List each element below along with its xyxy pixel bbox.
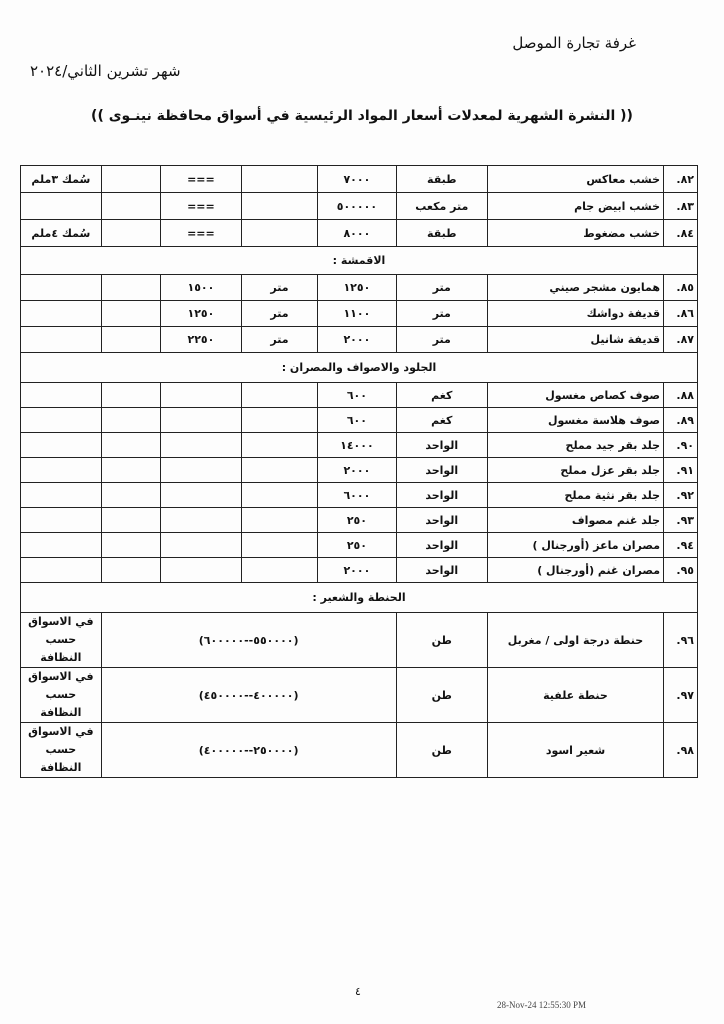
item-price: ١٢٥٠ (318, 275, 397, 301)
item-name: خشب ابيض جام (487, 193, 663, 220)
item-price: ٢٠٠٠ (318, 327, 397, 353)
item-price: ١١٠٠ (318, 301, 397, 327)
item-unit: متر (396, 275, 487, 301)
item-col6: ١٥٠٠ (161, 275, 242, 301)
item-price: ٦٠٠ (318, 383, 397, 408)
item-name: حنطة درجة اولى / مغربل (487, 613, 663, 668)
item-note: سُمك ٣ملم (21, 166, 102, 193)
note-line-1: في الاسواق (28, 670, 94, 683)
item-name: حنطة علفية (487, 668, 663, 723)
note-line-2: حسب النظافة (40, 688, 82, 719)
item-unit: الواحد (396, 433, 487, 458)
note-line-2: حسب النظافة (40, 743, 82, 774)
table-row (21, 483, 698, 508)
section-title: الاقمشة : (21, 247, 698, 275)
item-number: ٩٧. (664, 668, 698, 723)
item-name: جلد غنم مصواف (487, 508, 663, 533)
item-number: ٩٠. (664, 433, 698, 458)
item-col7 (101, 220, 160, 247)
table-row (21, 533, 698, 558)
item-price: ١٤٠٠٠ (318, 433, 397, 458)
item-unit: طن (396, 723, 487, 778)
item-col5 (241, 193, 317, 220)
item-col6: === (161, 166, 242, 193)
item-col7 (101, 327, 160, 353)
item-unit: متر (396, 301, 487, 327)
item-price-range: (٥٥٠٠٠٠--٦٠٠٠٠٠) (101, 613, 396, 668)
table-row (21, 220, 698, 247)
item-number: ٨٧. (664, 327, 698, 353)
item-note (21, 327, 102, 353)
item-name: شعير اسود (487, 723, 663, 778)
table-row (21, 508, 698, 533)
item-col5: متر (241, 327, 317, 353)
item-col7 (101, 166, 160, 193)
note-line-1: في الاسواق (28, 725, 94, 738)
item-unit: الواحد (396, 483, 487, 508)
item-price: ٧٠٠٠ (318, 166, 397, 193)
item-unit: كغم (396, 383, 487, 408)
item-note (21, 275, 102, 301)
section-title: الحنطة والشعير : (21, 583, 698, 613)
item-col5: متر (241, 301, 317, 327)
price-table (20, 165, 698, 778)
item-unit: متر (396, 327, 487, 353)
page-number: ٤ (355, 985, 361, 998)
item-col5 (241, 220, 317, 247)
item-price-range: (٢٥٠٠٠٠--٤٠٠٠٠٠) (101, 723, 396, 778)
item-price: ٢٠٠٠ (318, 458, 397, 483)
item-number: ٩١. (664, 458, 698, 483)
item-name: مصران غنم (أورجنال ) (487, 558, 663, 583)
item-col6: === (161, 220, 242, 247)
item-name: صوف هلاسة مغسول (487, 408, 663, 433)
item-price: ٢٥٠ (318, 533, 397, 558)
note-line-2: حسب النظافة (40, 633, 82, 664)
item-number: ٩٢. (664, 483, 698, 508)
item-unit: الواحد (396, 533, 487, 558)
item-unit: طبقة (396, 166, 487, 193)
item-number: ٨٦. (664, 301, 698, 327)
table-row (21, 613, 698, 668)
item-name: جلد بقر نثية مملح (487, 483, 663, 508)
section-header-leather (21, 353, 698, 383)
item-price: ٥٠٠٠٠٠ (318, 193, 397, 220)
item-unit: متر مكعب (396, 193, 487, 220)
table-row (21, 668, 698, 723)
item-col5 (241, 166, 317, 193)
item-number: ٨٤. (664, 220, 698, 247)
item-col7 (101, 193, 160, 220)
item-unit: طن (396, 668, 487, 723)
item-col5: متر (241, 275, 317, 301)
table-row (21, 433, 698, 458)
item-unit: طبقة (396, 220, 487, 247)
bulletin-title: (( النشرة الشهرية لمعدلات أسعار المواد الرئيسية في أسواق محافظة نينـوى )) (91, 108, 633, 124)
bulletin-month: شهر تشرين الثاني/٢٠٢٤ (30, 62, 181, 80)
table-row (21, 408, 698, 433)
item-number: ٩٥. (664, 558, 698, 583)
item-name: همايون مشجر صيني (487, 275, 663, 301)
item-unit: طن (396, 613, 487, 668)
item-unit: الواحد (396, 558, 487, 583)
item-note (21, 193, 102, 220)
item-price: ٦٠٠ (318, 408, 397, 433)
item-note (21, 723, 102, 778)
section-title: الجلود والاصواف والمصران : (21, 353, 698, 383)
item-price: ٨٠٠٠ (318, 220, 397, 247)
item-price: ٢٥٠ (318, 508, 397, 533)
table-row (21, 301, 698, 327)
item-col6: === (161, 193, 242, 220)
item-name: جلد بقر عزل مملح (487, 458, 663, 483)
item-name: خشب معاكس (487, 166, 663, 193)
item-price: ٢٠٠٠ (318, 558, 397, 583)
item-number: ٩٣. (664, 508, 698, 533)
item-name: قديفة دواشك (487, 301, 663, 327)
note-line-1: في الاسواق (28, 615, 94, 628)
item-note (21, 613, 102, 668)
table-row (21, 458, 698, 483)
item-unit: كغم (396, 408, 487, 433)
item-note: سُمك ٤ملم (21, 220, 102, 247)
table-row (21, 723, 698, 778)
item-col7 (101, 301, 160, 327)
print-timestamp: 28-Nov-24 12:55:30 PM (497, 1000, 587, 1010)
item-number: ٨٨. (664, 383, 698, 408)
item-price-range: (٤٠٠٠٠٠--٤٥٠٠٠٠) (101, 668, 396, 723)
item-number: ٩٨. (664, 723, 698, 778)
organization-name: غرفة تجارة الموصل (512, 34, 636, 52)
item-number: ٨٢. (664, 166, 698, 193)
item-number: ٨٥. (664, 275, 698, 301)
item-number: ٩٤. (664, 533, 698, 558)
item-note (21, 301, 102, 327)
item-price: ٦٠٠٠ (318, 483, 397, 508)
item-name: مصران ماعز (أورجنال ) (487, 533, 663, 558)
table-row (21, 166, 698, 193)
item-note (21, 668, 102, 723)
item-name: قديفة شانيل (487, 327, 663, 353)
item-name: صوف كصاص مغسول (487, 383, 663, 408)
item-unit: الواحد (396, 508, 487, 533)
section-header-fabrics (21, 247, 698, 275)
item-col6: ٢٢٥٠ (161, 327, 242, 353)
item-number: ٨٩. (664, 408, 698, 433)
table-row (21, 383, 698, 408)
table-row (21, 558, 698, 583)
item-col7 (101, 275, 160, 301)
table-row (21, 193, 698, 220)
item-name: جلد بقر جيد مملح (487, 433, 663, 458)
item-col6: ١٢٥٠ (161, 301, 242, 327)
table-row (21, 327, 698, 353)
item-unit: الواحد (396, 458, 487, 483)
table-row (21, 275, 698, 301)
item-number: ٩٦. (664, 613, 698, 668)
section-header-grain (21, 583, 698, 613)
item-number: ٨٣. (664, 193, 698, 220)
item-name: خشب مضغوط (487, 220, 663, 247)
